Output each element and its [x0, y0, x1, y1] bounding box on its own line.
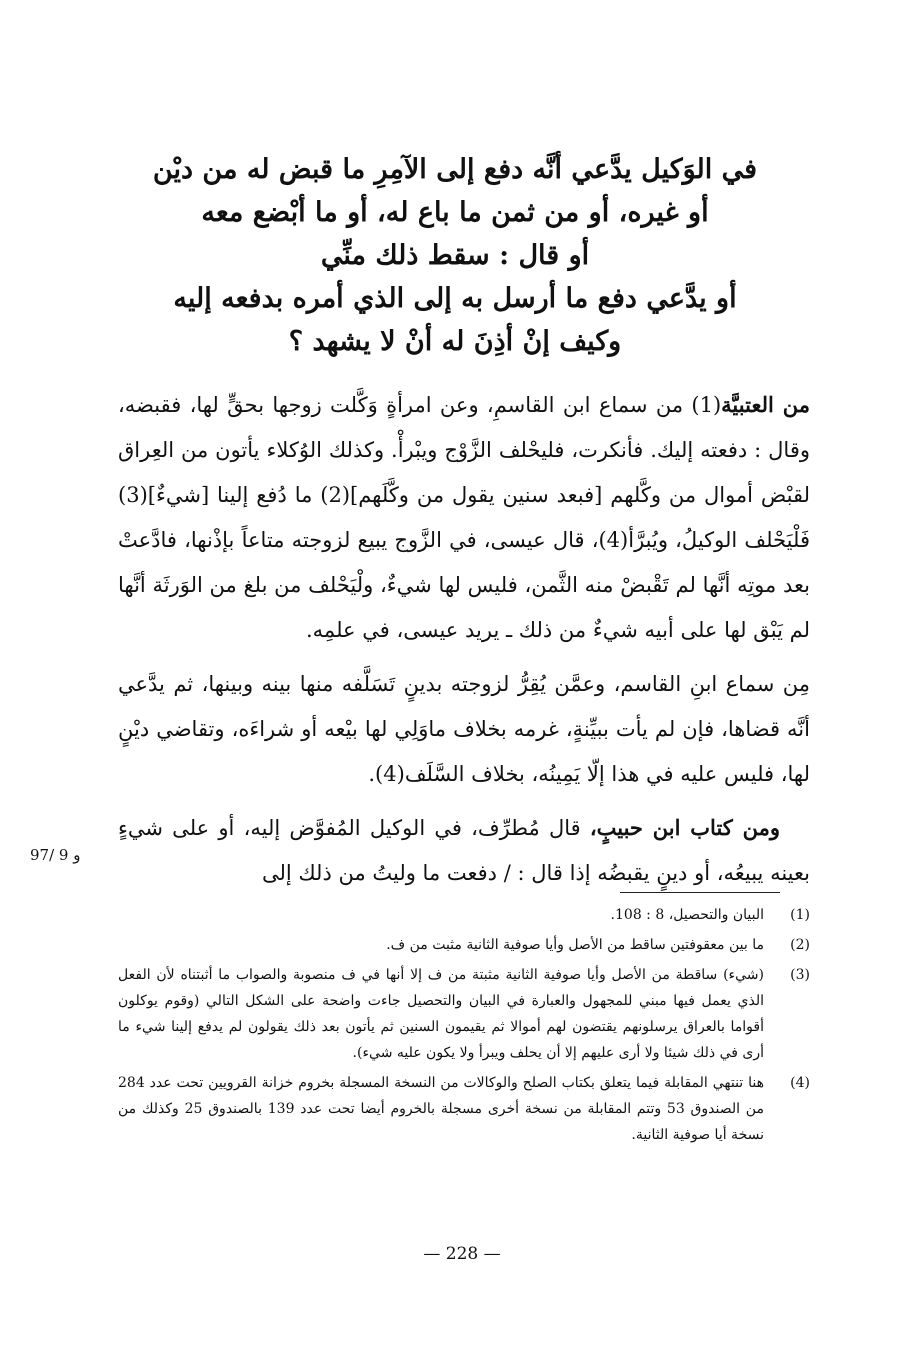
- footnote-number: (1): [790, 907, 810, 923]
- footnote: [118, 962, 810, 1066]
- title-line: وكيف إنْ أذِنَ له أنْ لا يشهد ؟: [288, 326, 622, 357]
- manuscript-folio-note: 97/ و 9: [30, 846, 81, 864]
- title-line: أو غيره، أو من ثمن ما باع له، أو ما أبْضع معه: [201, 197, 709, 228]
- paragraph: [118, 805, 810, 896]
- paragraph-lead: ومن كتاب ابن حبيبٍ،: [589, 815, 780, 840]
- page-number: — 228 —: [423, 1244, 501, 1264]
- footnote: [118, 902, 810, 928]
- footnote: [118, 932, 810, 958]
- paragraph: [118, 382, 810, 653]
- title-line: أو قال : سقط ذلك منِّي: [320, 240, 590, 271]
- footnote-text: ما بين معقوفتين ساقط من الأصل وأيا صوفية الثانية مثبت من ف.: [386, 937, 764, 953]
- footnote-text: (شيء) ساقطة من الأصل وأيا صوفية الثانية مثبتة من ف إلا أنها في ف منصوبة والصواب ما أثبتناه لأن الفعل الذي يعمل فيها مبني للمجهول والعبارة في البيان والتحصيل جاءت واضحة على الشكل التالي (وقوم يوكلون أقواما بالعراق يرسلونهم يقتضون لهم أموالا ثم يقيمون السنين ثم يأتون بعد ذلك يقولون لم يدفع إلينا شيء ما أرى في ذلك شيئا ولا أرى عليهم إلا أن يحلف ويبرأ ولا يكون عليه شيء).: [118, 967, 764, 1061]
- paragraph-text: قال مُطرِّف، في الوكيل المُفوَّض إليه، أو على شيءٍ بعينه يبيعُه، أو دينٍ يقبضُه إذا قال : / دفعت ما وليتُ من ذلك إلى: [118, 816, 810, 885]
- footnote-number: (4): [790, 1075, 810, 1091]
- footnotes: [118, 902, 810, 1152]
- main-text: [118, 382, 810, 896]
- paragraph-text: مِن سماع ابنِ القاسم، وعمَّن يُقِرُّ لزوجته بدينٍ تَسَلَّفه منها بينه وبينها، ثم يدَّعي أنَّه قضاها، فإن لم يأت ببيِّنةٍ، غرمه بخلاف ماوَلِي لها بيْعه أو شراءَه، وتقاضي ديْنٍ لها، فليس عليه في هذا إلّا يَمِينُه، بخلاف السَّلَف(4).: [118, 672, 810, 786]
- footnote-number: (3): [790, 967, 810, 983]
- chapter-title: [150, 148, 760, 363]
- footnote-text: البيان والتحصيل، 8 : 108.: [610, 907, 764, 923]
- paragraph-text: (1) من سماع ابن القاسمِ، وعن امرأةٍ وَكَّلت زوجها بحقٍّ لها، فقبضه، وقال : دفعته إليك. فأنكرت، فليحْلف الزَّوْج ويبْرأْ. وكذلك الوُكلاء يأتون من العِراق لقبْض أموال من وكَّلهم [فبعد سنين يقول من وكَّلَهم](2) ما دُفع إلينا [شيءٌ](3) فَلْيَحْلف الوكيلُ، ويُبرَّأ(4)، قال عيسى، في الزَّوج يبيع لزوجته متاعاً بإذْنها، فادَّعتْ بعد موتِه أنَّها لم تَقْبضْ منه الثَّمن، فليس لها شيءٌ، ولْيَحْلف من بلغ من الوَرثَة أنَّها لم يَبْق لها على أبيه شيءٌ من ذلك ـ يريد عيسى، في علمِه.: [118, 393, 810, 642]
- footnote-number: (2): [790, 937, 810, 953]
- footnote-text: هنا تنتهي المقابلة فيما يتعلق بكتاب الصلح والوكالات من النسخة المسجلة بخروم خزانة القرويين تحت عدد 284 من الصندوق 53 وتتم المقابلة من نسخة أخرى مسجلة بالخروم أيضا تحت عدد 139 بالصندوق 25 وكذلك من نسخة أيا صوفية الثانية.: [118, 1075, 764, 1143]
- paragraph: [118, 661, 810, 797]
- title-line: أو يدَّعي دفع ما أرسل به إلى الذي أمره بدفعه إليه: [173, 283, 737, 314]
- paragraph-lead: من العتبيَّة: [721, 392, 811, 417]
- footnote: [118, 1070, 810, 1148]
- footnote-separator: [620, 892, 780, 893]
- title-line: في الوَكيل يدَّعي أنَّه دفع إلى الآمِرِ ما قبض له من ديْن: [152, 154, 758, 185]
